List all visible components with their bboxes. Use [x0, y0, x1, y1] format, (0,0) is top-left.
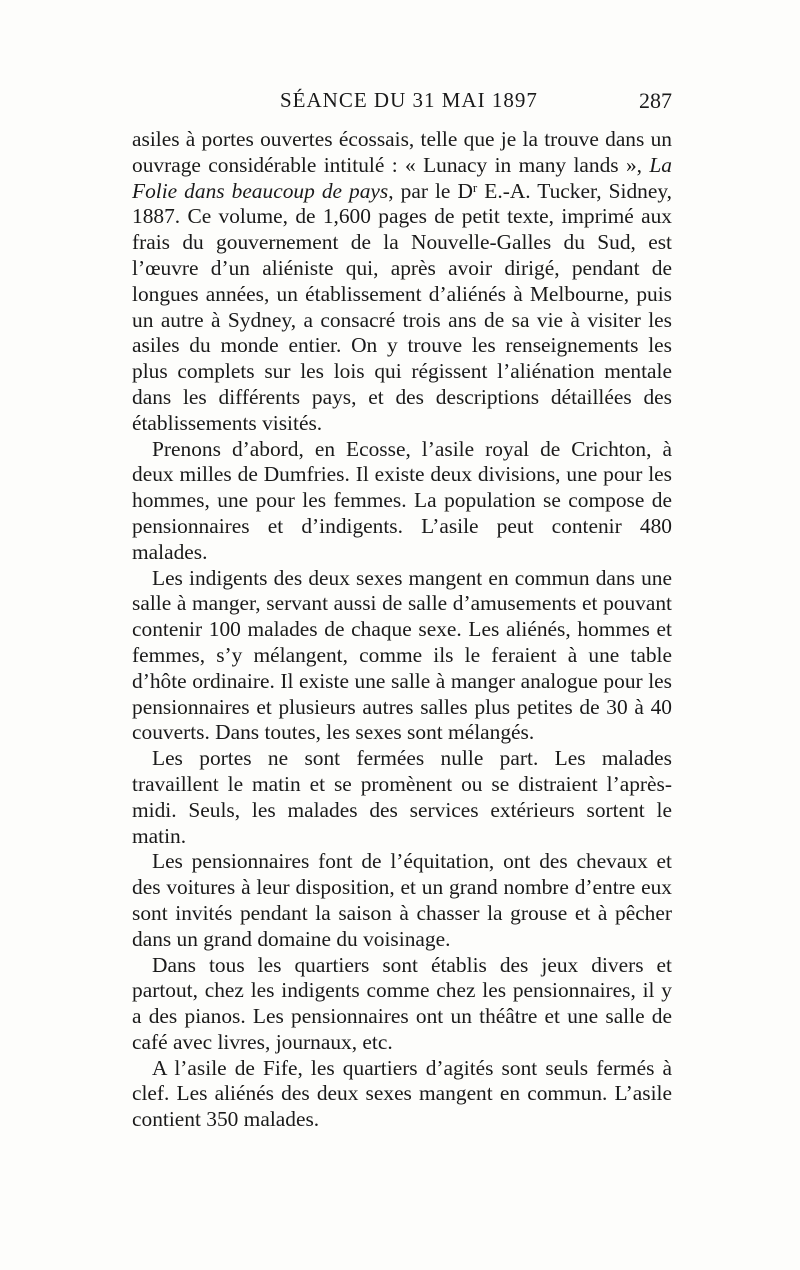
paragraph-text: , par le D: [388, 178, 473, 203]
paragraph-dining: Les indigents des deux sexes mangent en commun dans une salle à manger, servant aussi de salle d’amusements et pouvant contenir 100 malades de chaque sexe. Les aliénés, hommes et femmes, s’y mélangent, comme ils le feraient à une table d’hôte ordinaire. Il existe une salle à manger analogue pour les pensionnaires et plusieurs autres salles plus petites de 30 à 40 couverts. Dans toutes, les sexes sont mélangés.: [132, 565, 672, 745]
italic-title: La Folie dans beaucoup de pays: [132, 152, 672, 203]
body-text: [132, 127, 672, 1133]
paragraph-fife: A l’asile de Fife, les quartiers d’agités sont seuls fermés à clef. Les aliénés des deux sexes mangent en commun. L’asile contient 350 malades.: [132, 1055, 672, 1132]
paragraph-crichton: Prenons d’abord, en Ecosse, l’asile royal de Crichton, à deux milles de Dumfries. Il existe deux divisions, une pour les hommes, une pour les femmes. La population se compose de pensionnaires et d’indigents. L’asile peut contenir 480 malades.: [132, 436, 672, 564]
paragraph-pensionnaires: Les pensionnaires font de l’équitation, ont des chevaux et des voitures à leur disposition, et un grand nombre d’entre eux sont invités pendant la saison à chasser la grouse et à pêcher dans un grand domaine du voisinage.: [132, 849, 672, 951]
paragraph-text: asiles à portes ouvertes écossais, telle que je la trouve dans un ouvrage considérable intitulé : « Lunacy in many lands »,: [132, 127, 672, 177]
page-number: 287: [639, 88, 672, 113]
superscript: r: [472, 179, 478, 195]
running-head: SÉANCE DU 31 MAI 1897: [280, 88, 538, 112]
paragraph-doors: Les portes ne sont fermées nulle part. Les malades travaillent le matin et se promènent ou se distraient l’après-midi. Seuls, les malades des services extérieurs sortent le matin.: [132, 746, 672, 848]
paragraph-games: Dans tous les quartiers sont établis des jeux divers et partout, chez les indigents comme chez les pensionnaires, il y a des pianos. Les pensionnaires ont un théâtre et une salle de café avec livres, journaux, etc.: [132, 952, 672, 1054]
paragraph-text: E.-A. Tucker, Sidney, 1887. Ce volume, de 1,600 pages de petit texte, imprimé aux frais du gouvernement de la Nouvelle-Galles du Sud, est l’œuvre d’un aliéniste qui, après avoir dirigé, pendant de longues années, un établissement d’aliénés à Melbourne, puis un autre à Sydney, a consacré trois ans de sa vie à visiter les asiles du monde entier. On y trouve les renseignements les plus complets sur les lois qui régissent l’aliénation mentale dans les différents pays, et des descriptions détaillées des établissements visités.: [132, 178, 672, 435]
paragraph-continued: [132, 127, 672, 437]
page-header: [132, 88, 672, 122]
